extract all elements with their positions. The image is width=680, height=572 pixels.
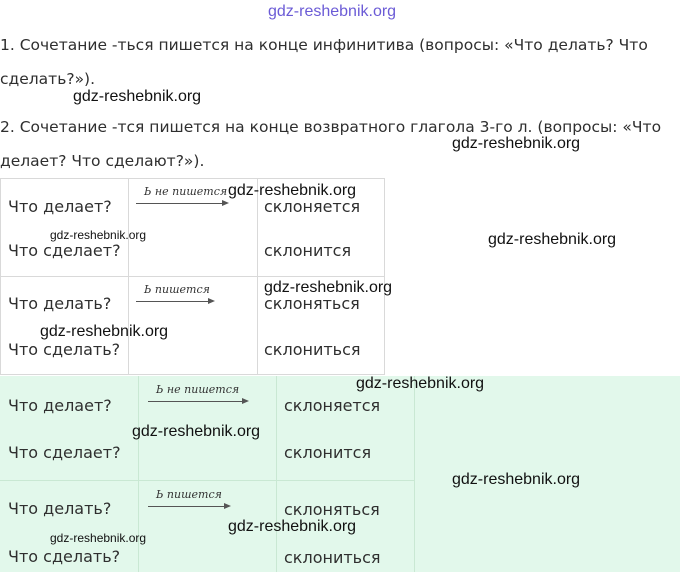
- arrow-head-icon: [222, 200, 229, 206]
- watermark: gdz-reshebnik.org: [264, 279, 393, 296]
- question-cell: Что делать?: [8, 499, 112, 518]
- rule-2-line-2: делает? Что сделают?»).: [0, 152, 205, 170]
- table-border: [0, 374, 384, 375]
- verb-cell: склониться: [284, 548, 381, 567]
- question-cell: Что делать?: [8, 294, 112, 313]
- table-border: [128, 178, 129, 375]
- question-cell: Что делает?: [8, 197, 112, 216]
- table-border: [384, 178, 385, 375]
- table-border: [0, 276, 384, 277]
- table-border: [257, 178, 258, 375]
- rule-1-line-1: 1. Сочетание -ться пишется на конце инфинитива (вопросы: «Что делать? Что: [0, 36, 648, 54]
- soft-sign-note: Ь не пишется: [156, 383, 240, 396]
- verb-cell: склоняется: [264, 197, 361, 216]
- watermark: gdz-reshebnik.org: [228, 182, 357, 199]
- watermark: gdz-reshebnik.org: [132, 423, 261, 440]
- arrow-head-icon: [224, 503, 231, 509]
- arrow-icon: [148, 506, 224, 507]
- soft-sign-note: Ь пишется: [144, 283, 210, 296]
- verb-cell: склоняться: [284, 500, 380, 519]
- watermark: gdz-reshebnik.org: [40, 323, 169, 340]
- soft-sign-note: Ь не пишется: [144, 185, 228, 198]
- question-cell: Что сделать?: [8, 547, 121, 566]
- watermark: gdz-reshebnik.org: [488, 231, 617, 248]
- verb-cell: склоняться: [264, 294, 360, 313]
- arrow-head-icon: [242, 398, 249, 404]
- question-cell: Что сделает?: [8, 241, 121, 260]
- watermark: gdz-reshebnik.org: [228, 518, 357, 535]
- arrow-head-icon: [208, 298, 215, 304]
- watermark: gdz-reshebnik.org: [452, 471, 581, 488]
- question-cell: Что делает?: [8, 396, 112, 415]
- table-border: [276, 376, 277, 572]
- watermark: gdz-reshebnik.org: [50, 228, 147, 242]
- soft-sign-note: Ь пишется: [156, 488, 222, 501]
- watermark-top: gdz-reshebnik.org: [268, 3, 397, 20]
- table-border: [0, 178, 384, 179]
- arrow-icon: [136, 301, 208, 302]
- rule-1-line-2: сделать?»).: [0, 70, 96, 88]
- verb-cell: склонится: [264, 241, 352, 260]
- table-border: [0, 480, 414, 481]
- watermark: gdz-reshebnik.org: [356, 375, 485, 392]
- watermark: gdz-reshebnik.org: [452, 135, 581, 152]
- verb-cell: склонится: [284, 443, 372, 462]
- verb-cell: склоняется: [284, 396, 381, 415]
- watermark: gdz-reshebnik.org: [73, 88, 202, 105]
- table-border: [414, 376, 415, 572]
- question-cell: Что сделает?: [8, 443, 121, 462]
- verb-cell: склониться: [264, 340, 361, 359]
- table-border: [0, 178, 1, 375]
- arrow-icon: [136, 203, 222, 204]
- rule-2-line-1: 2. Сочетание -тся пишется на конце возвратного глагола 3-го л. (вопросы: «Что: [0, 118, 662, 136]
- question-cell: Что сделать?: [8, 340, 121, 359]
- arrow-icon: [148, 401, 242, 402]
- watermark: gdz-reshebnik.org: [50, 531, 147, 545]
